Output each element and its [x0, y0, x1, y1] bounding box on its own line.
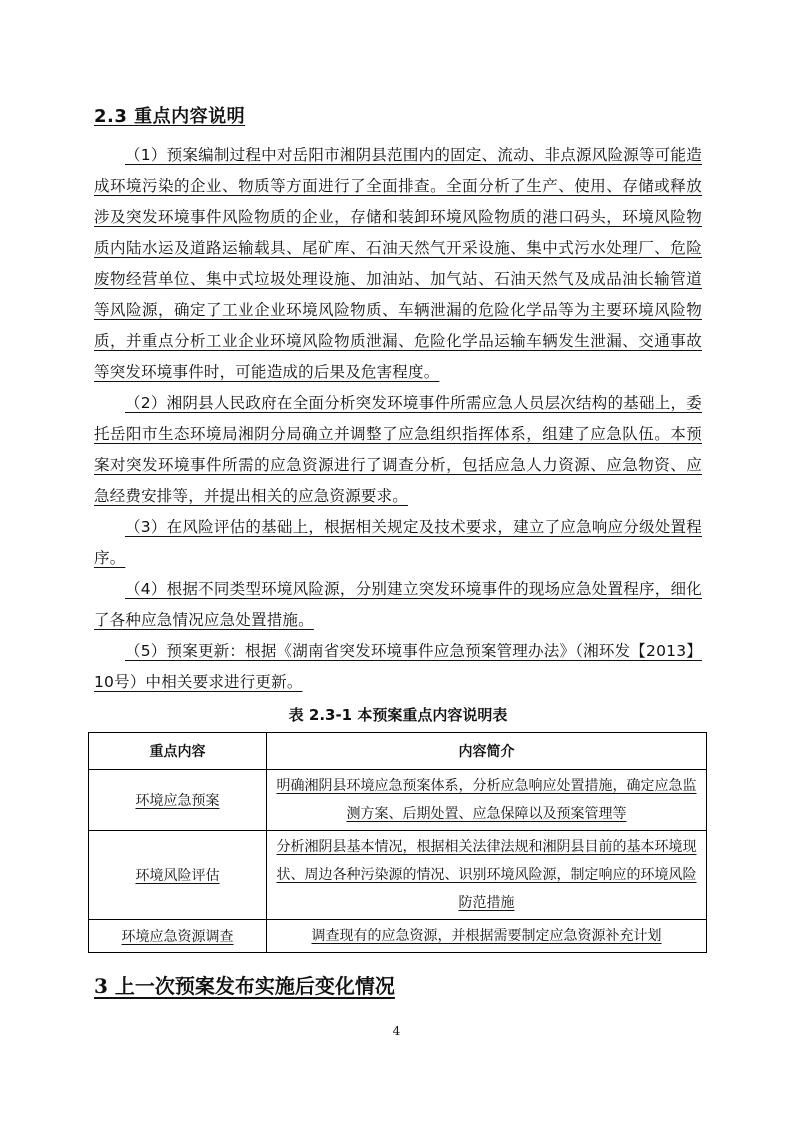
row-key: 环境应急预案 [89, 770, 267, 831]
paragraph-2: （2）湘阴县人民政府在全面分析突发环境事件所需应急人员层次结构的基础上，委托岳阳市生态环境局湘阴分局确立并调整了应急组织指挥体系，组建了应急队伍。本预案对突发环境事件所需的应急资源进行了调查分析，包括应急人力资源、应急物资、应急经费安排等，并提出相关的应急资源要求。 [94, 394, 702, 505]
table-row [89, 920, 707, 953]
row-description: 调查现有的应急资源，并根据需要制定应急资源补充计划 [267, 920, 707, 953]
page-number: 4 [392, 1024, 401, 1038]
header-key-content: 重点内容 [89, 733, 267, 770]
paragraph-4: （4）根据不同类型环境风险源，分别建立突发环境事件的现场应急处置程序，细化了各种应急情况应急处置措施。 [94, 580, 702, 629]
table-header-row [89, 733, 707, 770]
next-section-heading: 3 上一次预案发布实施后变化情况 [94, 974, 395, 998]
row-description: 分析湘阴县基本情况，根据相关法律法规和湘阴县目前的基本环境现状、周边各种污染源的情况、识别环境风险源，制定响应的环境风险防范措施 [267, 831, 707, 920]
paragraph-3: （3）在风险评估的基础上，根据相关规定及技术要求，建立了应急响应分级处置程序。 [94, 518, 702, 567]
table-row [89, 770, 707, 831]
row-description: 明确湘阴县环境应急预案体系，分析应急响应处置措施，确定应急监测方案、后期处置、应急保障以及预案管理等 [267, 770, 707, 831]
key-content-table [88, 732, 707, 953]
paragraph-1: （1）预案编制过程中对岳阳市湘阴县范围内的固定、流动、非点源风险源等可能造成环境污染的企业、物质等方面进行了全面排查。全面分析了生产、使用、存储或释放涉及突发环境事件风险物质的企业，存储和装卸环境风险物质的港口码头，环境风险物质内陆水运及道路运输载具、尾矿库、石油天然气开采设施、集中式污水处理厂、危险废物经营单位、集中式垃圾处理设施、加油站、加气站、石油天然气及成品油长输管道等风险源，确定了工业企业环境风险物质、车辆泄漏的危险化学品等为主要环境风险物质，并重点分析工业企业环境风险物质泄漏、危险化学品运输车辆发生泄漏、交通事故等突发环境事件时，可能造成的后果及危害程度。 [94, 146, 702, 381]
section-heading: 2.3 重点内容说明 [94, 106, 246, 127]
table-row [89, 831, 707, 920]
row-key: 环境应急资源调查 [89, 920, 267, 953]
header-description: 内容简介 [267, 733, 707, 770]
table-caption: 表 2.3-1 本预案重点内容说明表 [288, 706, 508, 724]
row-key: 环境风险评估 [89, 831, 267, 920]
paragraph-5: （5）预案更新：根据《湖南省突发环境事件应急预案管理办法》（湘环发【2013】10号）中相关要求进行更新。 [94, 642, 702, 691]
